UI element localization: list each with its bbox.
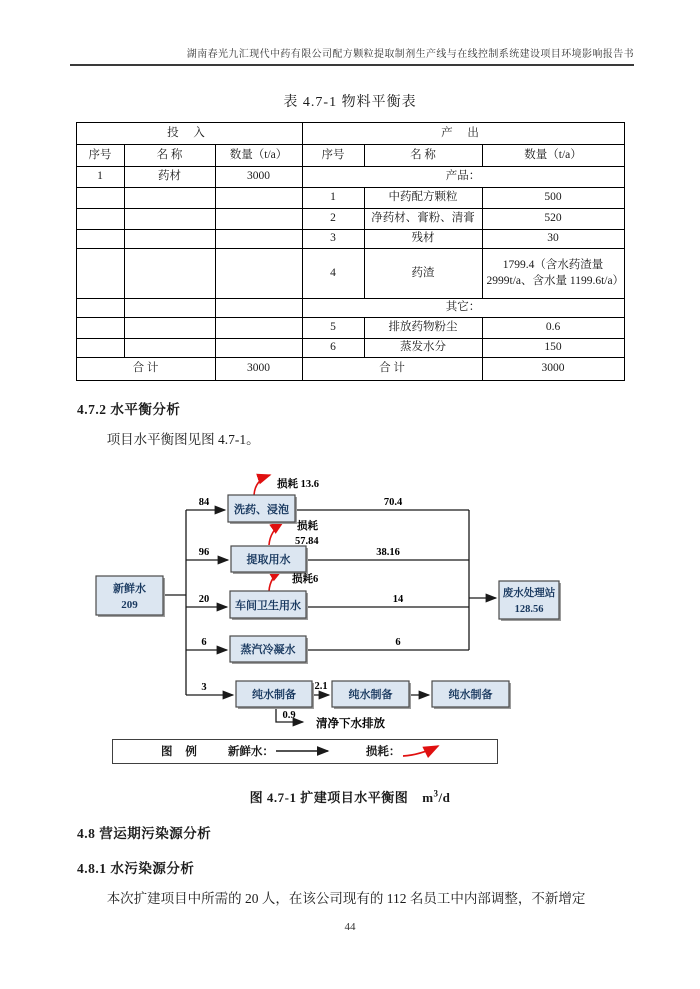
col-header: 序号 (76, 145, 124, 167)
cell: 4 (302, 249, 364, 299)
flow-value-mid: 2.1 (314, 680, 328, 692)
loss-label-2b: 57.84 (295, 535, 319, 547)
table-row (76, 167, 624, 188)
loss-label-2a: 损耗 (297, 520, 318, 532)
table-title: 表 4.7-1 物料平衡表 (283, 95, 417, 110)
cell: 排放药物粉尘 (364, 318, 482, 339)
process-box-washing-label: 洗药、浸泡 (234, 503, 289, 516)
process-box-extraction-label: 提取用水 (246, 553, 291, 566)
legend-fresh-water-arrow-icon (274, 745, 338, 757)
cell: 150 (482, 339, 624, 358)
loss-arrow-2 (269, 522, 283, 545)
table-row (76, 145, 624, 167)
running-header (70, 45, 634, 66)
process-box-purewater-2-label: 纯水制备 (348, 688, 393, 701)
loss-arrow-1 (254, 475, 270, 495)
figure-unit-base: m (422, 789, 434, 805)
flow-value-out-4: 6 (395, 636, 401, 648)
col-header: 名 称 (124, 145, 215, 167)
source-value: 209 (121, 598, 138, 611)
page-number: 44 (344, 921, 356, 933)
sink-name: 废水处理站 (502, 587, 556, 599)
cell: 520 (482, 209, 624, 230)
legend-loss-arrow-icon (400, 742, 450, 760)
input-group-header: 投 入 (76, 123, 302, 145)
col-header: 数量（t/a） (215, 145, 302, 167)
flow-value-in-1: 84 (198, 496, 210, 508)
cell: 药材 (124, 167, 215, 188)
cell: 中药配方颗粒 (364, 188, 482, 209)
legend-fresh-water-label: 新鲜水： (227, 746, 274, 759)
water-balance-flow-svg (76, 465, 624, 737)
cell: 6 (302, 339, 364, 358)
drain-label: 清净下水排放 (316, 717, 385, 730)
paragraph-472: 项目水平衡图见图 4.7-1。 (106, 432, 260, 447)
flow-value-out-2: 38.16 (376, 546, 400, 558)
section-heading-472: 4.7.2 水平衡分析 (77, 402, 181, 417)
running-header-title: 湖南春光九汇现代中药有限公司配方颗粒提取制剂生产线与在线控制系统建设项目环境影响报告书 (186, 49, 634, 60)
table-row (76, 230, 624, 249)
water-balance-diagram (76, 465, 624, 737)
sink-value: 128.56 (514, 603, 544, 615)
figure-caption-text: 图 4.7-1 扩建项目水平衡图 (249, 789, 409, 805)
cell: 1 (76, 167, 124, 188)
col-header: 序号 (302, 145, 364, 167)
flow-value-in-3: 20 (198, 593, 210, 605)
table-row (76, 249, 624, 299)
flow-value-out-3: 14 (392, 593, 404, 605)
table-row (76, 123, 624, 145)
col-header: 名 称 (364, 145, 482, 167)
col-header: 数量（t/a） (482, 145, 624, 167)
cell: 合 计 (76, 358, 215, 381)
cell: 3 (302, 230, 364, 249)
cell: 5 (302, 318, 364, 339)
process-box-purewater-1-label: 纯水制备 (252, 688, 296, 701)
cell: 药渣 (364, 249, 482, 299)
source-name: 新鲜水 (113, 582, 146, 595)
table-total-row (76, 358, 624, 381)
cell: 3000 (215, 167, 302, 188)
process-box-sanitary-label: 车间卫生用水 (235, 599, 301, 612)
flow-value-in-5: 3 (201, 681, 207, 693)
loss-label-3: 损耗6 (292, 573, 319, 585)
flow-value-out-1: 70.4 (383, 496, 403, 508)
cell: 3000 (482, 358, 624, 381)
paragraph-481: 本次扩建项目中所需的 20 人，在该公司现有的 112 名员工中内部调整，不新增定 (106, 890, 586, 906)
cell: 1 (302, 188, 364, 209)
material-balance-table (76, 122, 625, 381)
table-row (76, 299, 624, 318)
legend-loss-label: 损耗： (365, 746, 401, 759)
figure-caption (0, 787, 700, 806)
table-row (76, 209, 624, 230)
legend-title: 图 例 (161, 746, 202, 759)
cell: 500 (482, 188, 624, 209)
section-heading-481: 4.8.1 水污染源分析 (77, 860, 195, 876)
cell: 蒸发水分 (364, 339, 482, 358)
loss-label-1: 损耗 13.6 (277, 478, 319, 490)
table-row (76, 339, 624, 358)
cell: 2 (302, 209, 364, 230)
cell: 0.6 (482, 318, 624, 339)
table-row (76, 188, 624, 209)
process-box-purewater-3-label: 纯水制备 (448, 688, 493, 701)
cell: 3000 (215, 358, 302, 381)
figure-unit-rest: /d (438, 789, 451, 805)
output-group-header: 产 出 (302, 123, 624, 145)
flow-value-in-2: 96 (198, 546, 210, 558)
cell: 产品： (302, 167, 624, 188)
section-heading-48: 4.8 营运期污染源分析 (77, 825, 212, 841)
cell: 1799.4（含水药渣量 2999t/a、含水量 1199.6t/a） (482, 249, 624, 299)
figure-unit-exponent: 3 (433, 788, 439, 799)
drain-value: 0.9 (282, 709, 296, 721)
table-row (76, 318, 624, 339)
cell: 30 (482, 230, 624, 249)
diagram-legend (112, 739, 498, 764)
cell: 其它： (302, 299, 624, 318)
process-box-condensate-label: 蒸汽冷凝水 (240, 643, 296, 656)
cell: 合 计 (302, 358, 482, 381)
cell: 净药材、膏粉、清膏 (364, 209, 482, 230)
cell: 残材 (364, 230, 482, 249)
flow-value-in-4: 6 (201, 636, 207, 648)
